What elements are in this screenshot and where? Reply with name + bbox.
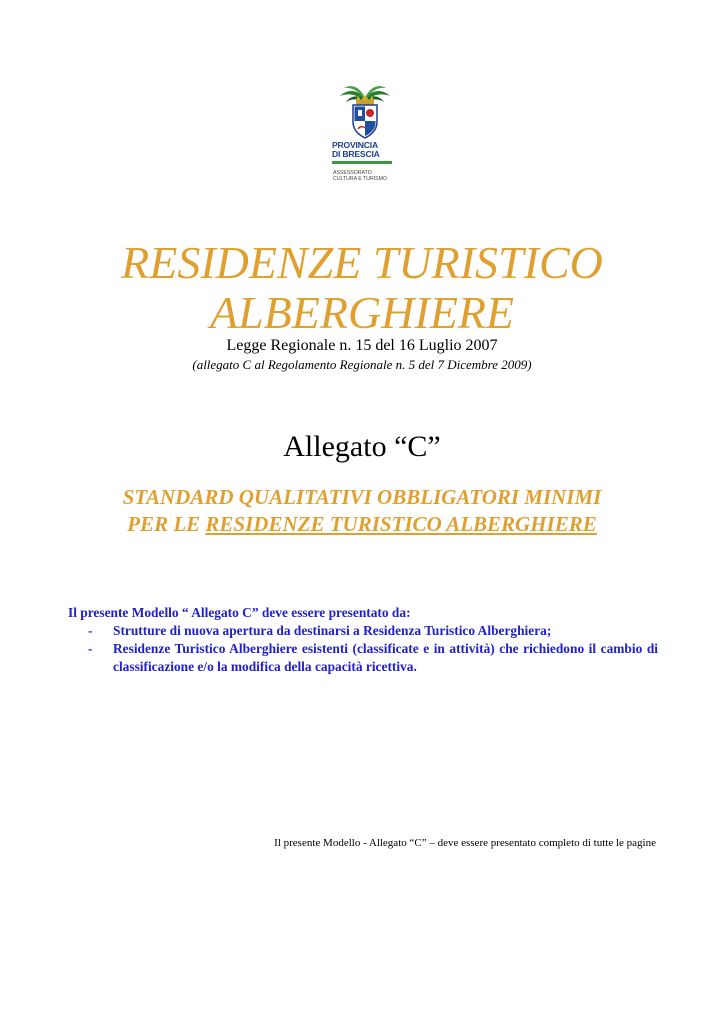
standard-line2-underlined: RESIDENZE TURISTICO ALBERGHIERE xyxy=(205,512,597,536)
document-title xyxy=(0,238,724,338)
law-note: (allegato C al Regolamento Regionale n. 5 del 7 Dicembre 2009) xyxy=(192,357,532,372)
provincia-di-brescia-emblem-icon xyxy=(336,84,394,140)
logo-org-line1: PROVINCIA xyxy=(332,140,378,150)
standard-line2-prefix: PER LE xyxy=(127,512,206,536)
list-bullet: - xyxy=(88,641,93,656)
list-bullet: - xyxy=(88,623,93,638)
list-item xyxy=(68,640,658,676)
logo-dept-line1: ASSESSORATO xyxy=(333,170,372,176)
document-title-line1: RESIDENZE TURISTICO xyxy=(121,237,603,288)
footer-note: Il presente Modello - Allegato “C” – deve essere presentato completo di tutte le pagine xyxy=(274,837,656,849)
standard-line1: STANDARD QUALITATIVI OBBLIGATORI MINIMI xyxy=(122,485,602,509)
allegato-heading: Allegato “C” xyxy=(283,430,441,463)
list-item-text: Strutture di nuova apertura da destinarsi a Residenza Turistico Alberghiera; xyxy=(113,623,552,638)
law-reference: Legge Regionale n. 15 del 16 Luglio 2007 xyxy=(226,337,498,354)
logo-dept-line2: CULTURA E TURISMO xyxy=(333,176,387,182)
logo-divider xyxy=(332,161,392,164)
instructions-block xyxy=(68,604,658,676)
instructions-list xyxy=(68,622,658,676)
logo-org-line2: DI BRESCIA xyxy=(332,149,380,159)
instructions-intro: Il presente Modello “ Allegato C” deve essere presentato da: xyxy=(68,605,411,620)
provincia-logo xyxy=(330,84,400,188)
list-item xyxy=(68,622,658,640)
document-title-line2: ALBERGHIERE xyxy=(209,287,515,338)
standard-heading xyxy=(0,484,724,538)
list-item-text: Residenze Turistico Alberghiere esistenti (classificate e in attività) che richiedono il cambio di classificazione e/o la modifica della capacità ricettiva. xyxy=(113,641,658,674)
